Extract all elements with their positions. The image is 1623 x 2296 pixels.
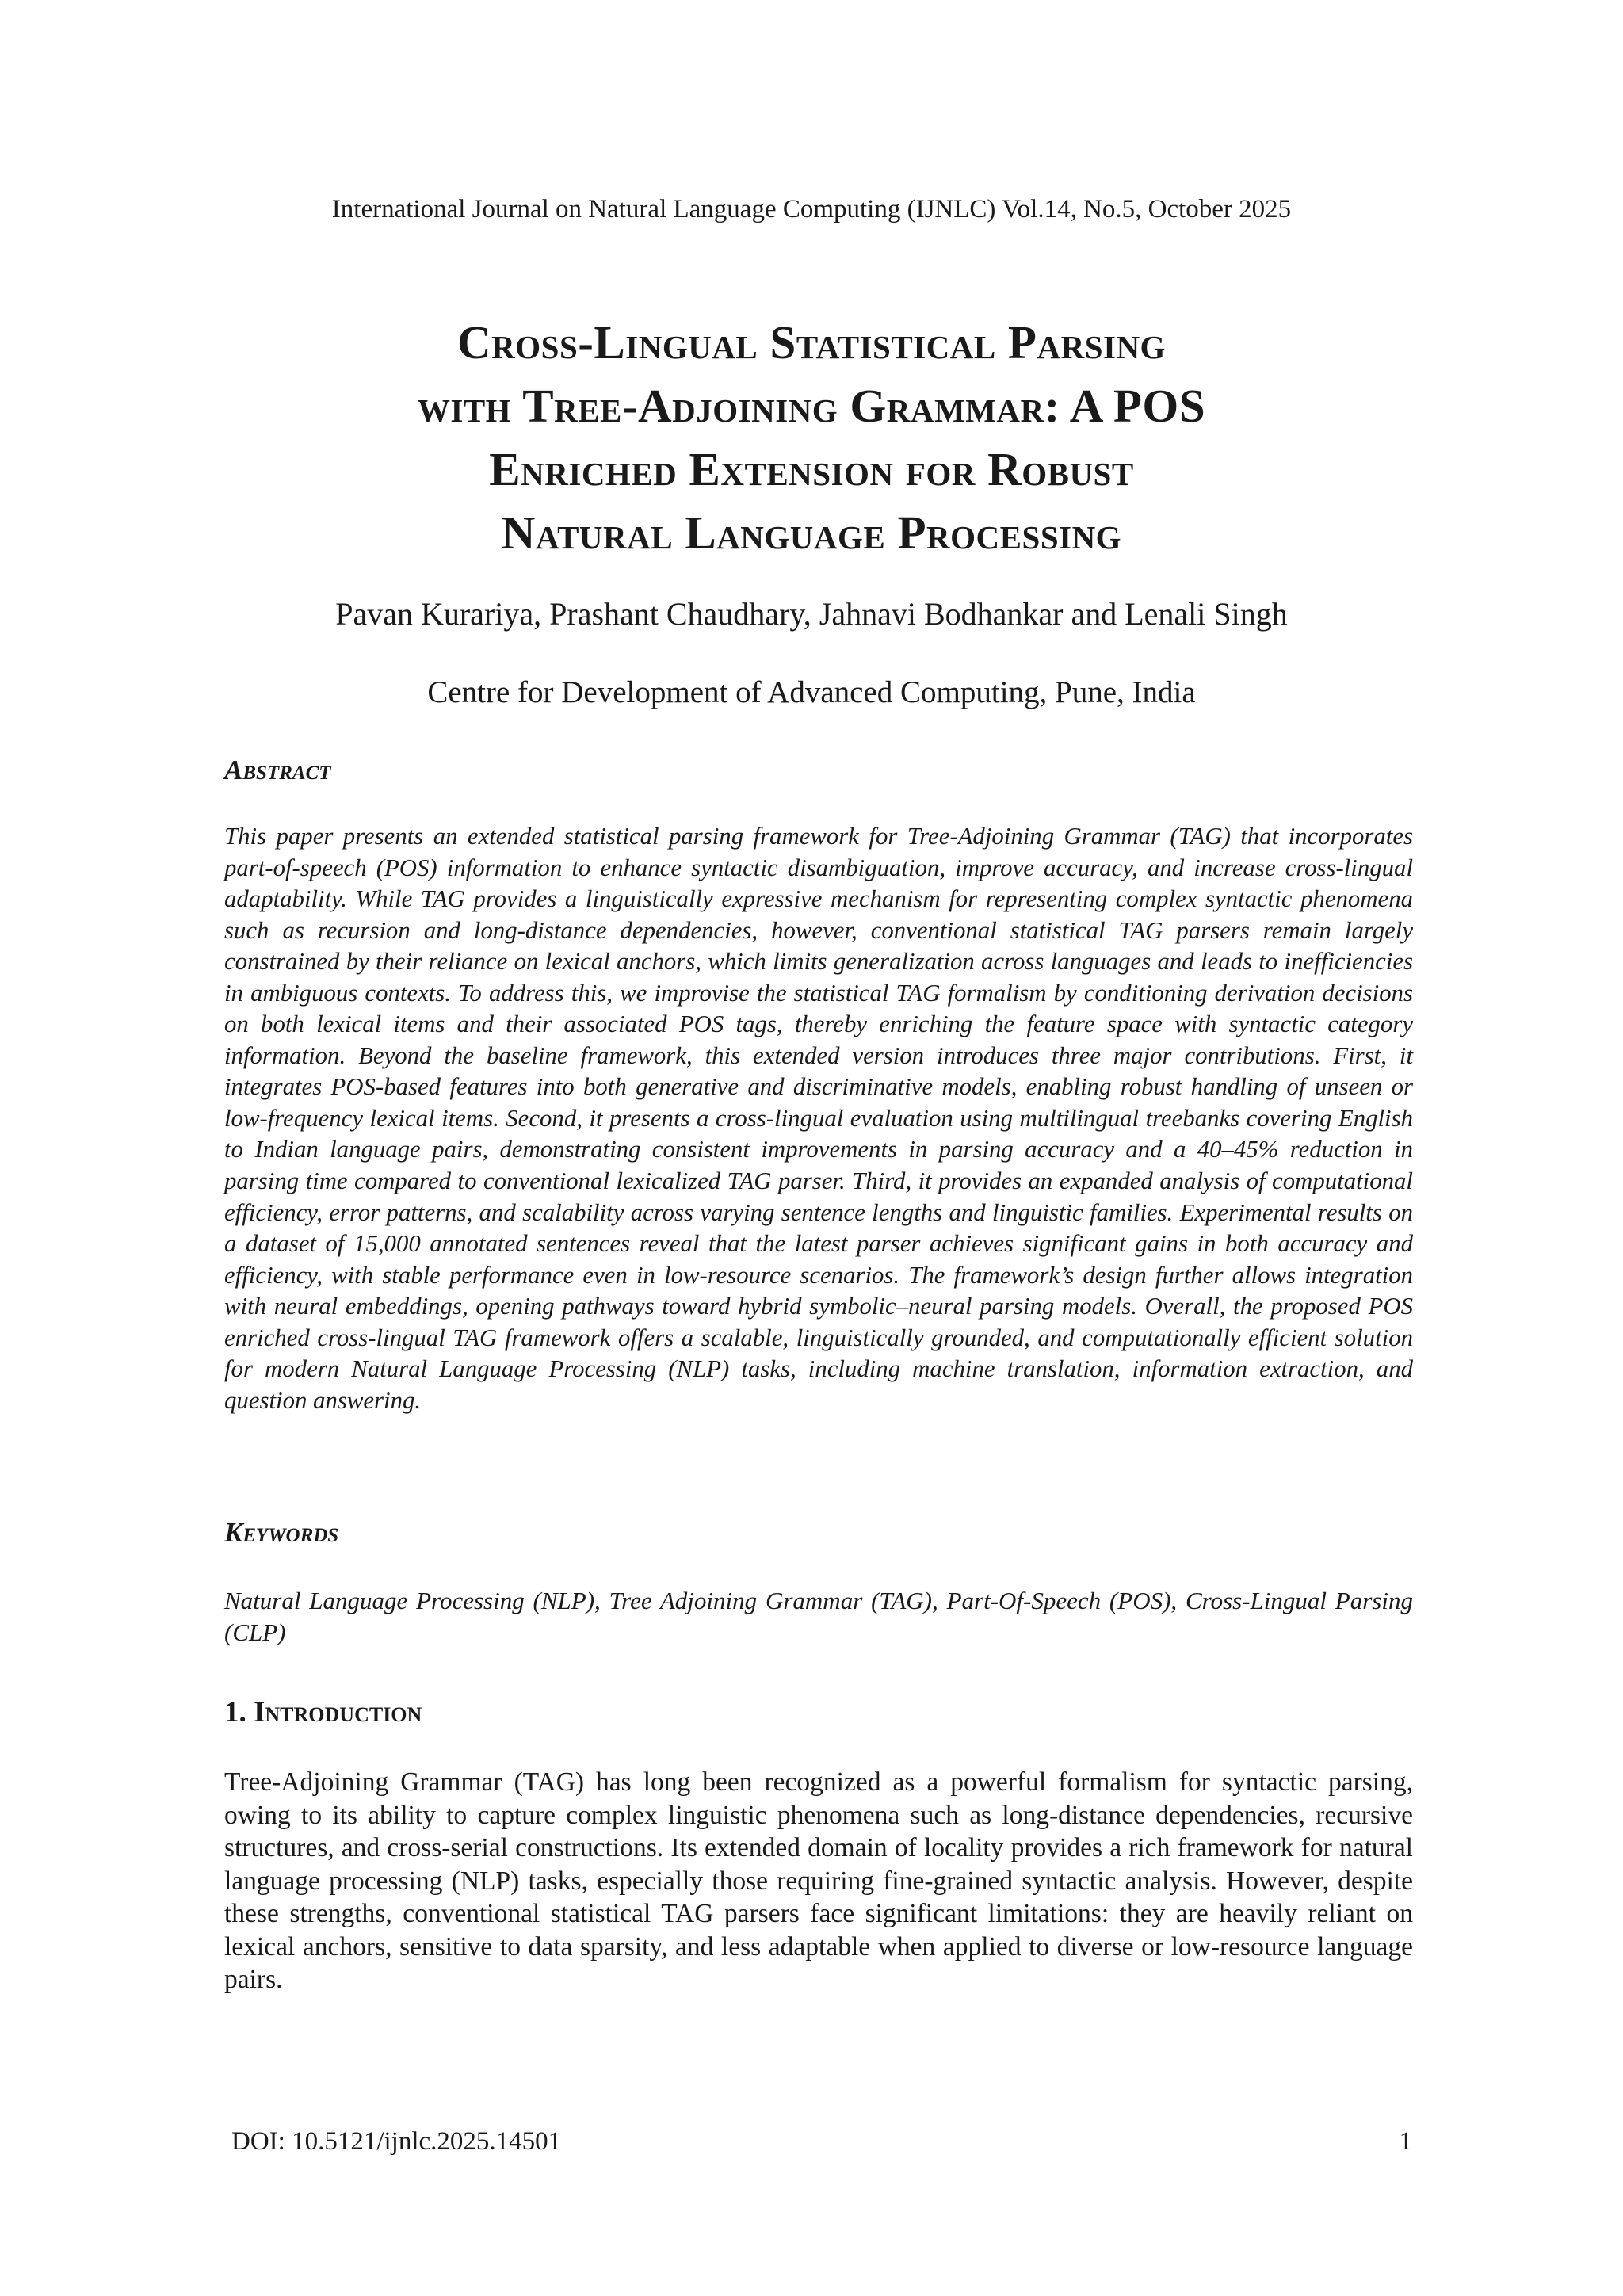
title-line-4: Natural Language Processing xyxy=(501,506,1122,559)
title-line-1: Cross-Lingual Statistical Parsing xyxy=(457,316,1166,369)
affiliation: Centre for Development of Advanced Computing, Pune, India xyxy=(427,675,1196,709)
paper-title xyxy=(222,311,1401,564)
title-line-3: Enriched Extension for Robust xyxy=(489,443,1134,495)
author-list: Pavan Kurariya, Prashant Chaudhary, Jahnavi Bodhankar and Lenali Singh xyxy=(335,596,1288,632)
keywords-heading: Keywords xyxy=(224,1517,339,1548)
keywords-body: Natural Language Processing (NLP), Tree Adjoining Grammar (TAG), Part-Of-Speech (POS), Cross-Lingual Parsing (CLP) xyxy=(224,1587,1413,1646)
doi-footer: DOI: 10.5121/ijnlc.2025.14501 xyxy=(231,2127,562,2156)
abstract-body: This paper presents an extended statistical parsing framework for Tree-Adjoining Grammar (TAG) that incorporates part-of-speech (POS) information to enhance syntactic disambiguation, improve accuracy, and increase cross-lingual adaptability. While TAG provides a linguistically expressive mechanism for representing complex syntactic phenomena such as recursion and long-distance dependencies, however, conventional statistical TAG parsers remain largely constrained by their reliance on lexical anchors, which limits generalization across languages and leads to inefficiencies in ambiguous contexts. To address this, we improvise the statistical TAG formalism by conditioning derivation decisions on both lexical items and their associated POS tags, thereby enriching the feature space with syntactic category information. Beyond the baseline framework, this extended version introduces three major contributions. First, it integrates POS-based features into both generative and discriminative models, enabling robust handling of unseen or low-frequency lexical items. Second, it presents a cross-lingual evaluation using multilingual treebanks covering English to Indian language pairs, demonstrating consistent improvements in parsing accuracy and a 40–45% reduction in parsing time compared to conventional lexicalized TAG parser. Third, it provides an expanded analysis of computational efficiency, error patterns, and scalability across varying sentence lengths and linguistic families. Experimental results on a dataset of 15,000 annotated sentences reveal that the latest parser achieves significant gains in both accuracy and efficiency, with stable performance even in low-resource scenarios. The framework’s design further allows integration with neural embeddings, opening pathways toward hybrid symbolic–neural parsing models. Overall, the proposed POS enriched cross-lingual TAG framework offers a scalable, linguistically grounded, and computationally efficient solution for modern Natural Language Processing (NLP) tasks, including machine translation, information extraction, and question answering. xyxy=(224,823,1413,1414)
introduction-heading: 1. Introduction xyxy=(224,1696,422,1729)
introduction-body: Tree-Adjoining Grammar (TAG) has long been recognized as a powerful formalism for syntactic parsing, owing to its ability to capture complex linguistic phenomena such as long-distance dependencies, recursive structures, and cross-serial constructions. Its extended domain of locality provides a rich framework for natural language processing (NLP) tasks, especially those requiring fine-grained syntactic analysis. However, despite these strengths, conventional statistical TAG parsers face significant limitations: they are heavily reliant on lexical anchors, sensitive to data sparsity, and less adaptable when applied to diverse or low-resource language pairs. xyxy=(224,1767,1413,1994)
title-line-2: with Tree-Adjoining Grammar: A POS xyxy=(417,380,1206,432)
abstract-heading: Abstract xyxy=(224,755,331,785)
running-header: International Journal on Natural Language Computing (IJNLC) Vol.14, No.5, October 2025 xyxy=(331,195,1292,223)
page-number: 1 xyxy=(1399,2127,1412,2156)
